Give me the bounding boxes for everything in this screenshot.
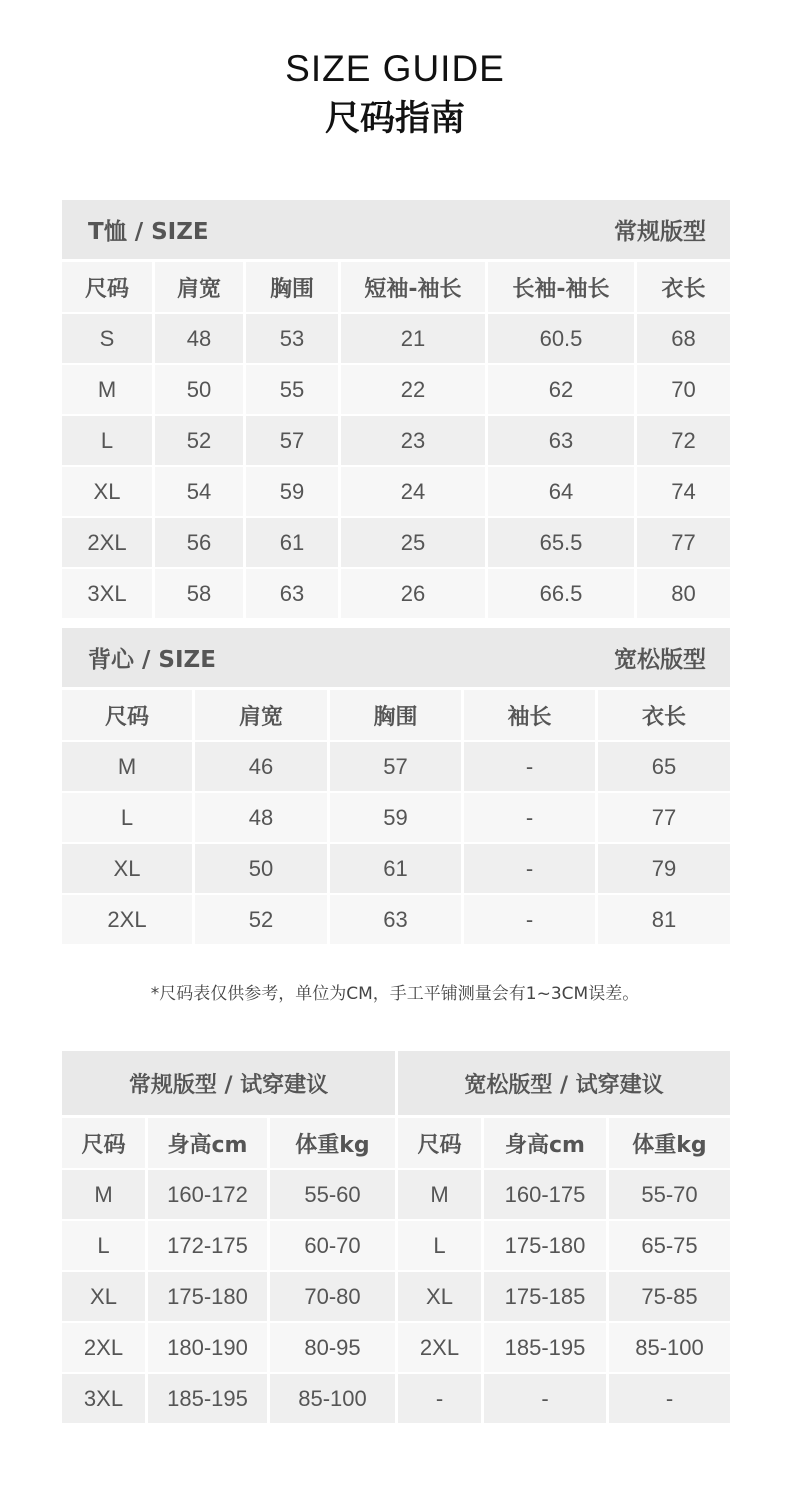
vest-section-label: 背心 / SIZE [88,647,216,673]
table-cell: M [62,742,195,793]
column-header: 尺码 [398,1118,484,1170]
vest-table-header-row [62,690,730,742]
table-cell: 64 [488,467,637,518]
tshirt-section-header [62,200,730,262]
tshirt-table-header-row [62,262,730,314]
table-cell: XL [398,1272,484,1323]
table-cell: 175-180 [148,1272,270,1323]
table-cell: 66.5 [488,569,637,620]
column-header: 尺码 [62,1118,148,1170]
column-header: 体重kg [609,1118,730,1170]
table-cell: 185-195 [148,1374,270,1425]
table-cell: 70 [637,365,730,416]
table-cell: 48 [195,793,330,844]
column-header: 体重kg [270,1118,398,1170]
table-cell: - [398,1374,484,1425]
table-cell: 55-70 [609,1170,730,1221]
column-header: 衣长 [598,690,730,742]
table-cell: 2XL [62,1323,148,1374]
column-header: 肩宽 [155,262,246,314]
table-cell: 175-180 [484,1221,609,1272]
table-cell: 80-95 [270,1323,398,1374]
page-title-en: SIZE GUIDE [285,48,505,89]
table-cell: 53 [246,314,341,365]
table-row [62,1272,730,1323]
table-cell: 75-85 [609,1272,730,1323]
table-cell: 80 [637,569,730,620]
table-cell: - [464,793,598,844]
table-row [62,895,730,946]
table-cell: 63 [246,569,341,620]
table-cell: 57 [330,742,464,793]
table-cell: 3XL [62,569,155,620]
table-cell: 56 [155,518,246,569]
tshirt-fit-label: 常规版型 [614,219,706,245]
table-cell: 23 [341,416,488,467]
table-cell: 79 [598,844,730,895]
table-cell: L [62,416,155,467]
vest-fit-label: 宽松版型 [614,647,706,673]
table-row [62,844,730,895]
table-cell: XL [62,844,195,895]
table-cell: 62 [488,365,637,416]
table-row [62,793,730,844]
loose-fit-title: 宽松版型 / 试穿建议 [398,1051,730,1115]
regular-fit-title: 常规版型 / 试穿建议 [62,1051,398,1115]
table-cell: 52 [195,895,330,946]
table-cell: 175-185 [484,1272,609,1323]
table-cell: M [398,1170,484,1221]
column-header: 胸围 [246,262,341,314]
table-cell: 85-100 [609,1323,730,1374]
table-row [62,518,730,569]
column-header: 袖长 [464,690,598,742]
vest-size-section [62,628,730,946]
table-row [62,416,730,467]
table-cell: 160-172 [148,1170,270,1221]
table-cell: 74 [637,467,730,518]
table-cell: 3XL [62,1374,148,1425]
table-cell: 77 [637,518,730,569]
table-cell: - [484,1374,609,1425]
table-cell: 77 [598,793,730,844]
column-header: 尺码 [62,262,155,314]
table-row [62,314,730,365]
table-cell: - [464,844,598,895]
tshirt-size-table [62,262,730,620]
column-header: 短袖-袖长 [341,262,488,314]
table-cell: 2XL [62,518,155,569]
table-row [62,1170,730,1221]
table-cell: 2XL [398,1323,484,1374]
table-cell: 57 [246,416,341,467]
table-cell: 172-175 [148,1221,270,1272]
table-cell: 68 [637,314,730,365]
table-cell: 63 [488,416,637,467]
table-cell: 63 [330,895,464,946]
column-header: 尺码 [62,690,195,742]
table-cell: 60.5 [488,314,637,365]
table-cell: 160-175 [484,1170,609,1221]
table-cell: 65 [598,742,730,793]
table-cell: 85-100 [270,1374,398,1425]
table-cell: 180-190 [148,1323,270,1374]
table-cell: 61 [330,844,464,895]
table-cell: 54 [155,467,246,518]
table-cell: 65.5 [488,518,637,569]
tshirt-size-section [62,200,730,620]
table-cell: 185-195 [484,1323,609,1374]
vest-size-table [62,690,730,946]
table-cell: 52 [155,416,246,467]
column-header: 身高cm [484,1118,609,1170]
table-row [62,569,730,620]
page-title-zh: 尺码指南 [324,99,465,139]
table-row [62,467,730,518]
table-cell: 24 [341,467,488,518]
table-row [62,742,730,793]
table-cell: 22 [341,365,488,416]
table-cell: L [398,1221,484,1272]
table-cell: 25 [341,518,488,569]
table-cell: 59 [330,793,464,844]
table-cell: - [464,742,598,793]
table-cell: 26 [341,569,488,620]
tshirt-section-label: T恤 / SIZE [88,219,209,245]
table-row [62,1221,730,1272]
table-cell: 59 [246,467,341,518]
table-cell: XL [62,1272,148,1323]
recommendation-header-row [62,1118,730,1170]
column-header: 衣长 [637,262,730,314]
table-cell: L [62,793,195,844]
column-header: 长袖-袖长 [488,262,637,314]
recommendation-table [62,1118,730,1425]
table-cell: - [464,895,598,946]
table-cell: 81 [598,895,730,946]
table-cell: 21 [341,314,488,365]
table-row [62,1374,730,1425]
column-header: 肩宽 [195,690,330,742]
table-cell: 46 [195,742,330,793]
vest-section-header [62,628,730,690]
table-cell: - [609,1374,730,1425]
table-cell: 61 [246,518,341,569]
table-cell: 50 [155,365,246,416]
table-cell: 50 [195,844,330,895]
table-cell: 65-75 [609,1221,730,1272]
table-cell: 55-60 [270,1170,398,1221]
table-cell: 72 [637,416,730,467]
table-cell: 55 [246,365,341,416]
measurement-note: *尺码表仅供参考，单位为CM，手工平铺测量会有1~3CM误差。 [150,984,640,1004]
table-cell: 70-80 [270,1272,398,1323]
table-row [62,1323,730,1374]
table-row [62,365,730,416]
table-cell: M [62,1170,148,1221]
table-cell: 48 [155,314,246,365]
table-cell: M [62,365,155,416]
table-cell: 58 [155,569,246,620]
recommendation-header [62,1051,730,1118]
table-cell: 60-70 [270,1221,398,1272]
table-cell: XL [62,467,155,518]
fit-recommendation-section [62,1051,730,1425]
table-cell: 2XL [62,895,195,946]
column-header: 胸围 [330,690,464,742]
table-cell: S [62,314,155,365]
table-cell: L [62,1221,148,1272]
column-header: 身高cm [148,1118,270,1170]
